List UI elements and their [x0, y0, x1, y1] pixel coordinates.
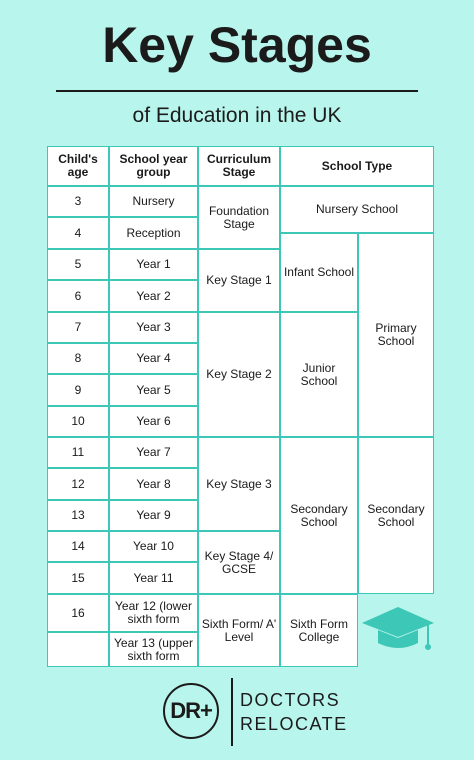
title-divider	[56, 90, 418, 92]
year-group-cell: Year 13 (upper sixth form	[109, 632, 198, 667]
age-cell: 3	[47, 186, 109, 217]
age-cell: 5	[47, 249, 109, 280]
age-cell: 16	[47, 594, 109, 632]
age-cell: 10	[47, 406, 109, 437]
year-group-cell: Year 4	[109, 343, 198, 374]
school-nursery: Nursery School	[280, 186, 434, 233]
school-secondary-b: Secondary School	[358, 437, 434, 594]
year-group-cell: Year 10	[109, 531, 198, 562]
school-secondary-a: Secondary School	[280, 437, 358, 594]
logo-divider	[231, 678, 233, 746]
logo-line-relocate: RELOCATE	[240, 714, 348, 734]
stage-key-stage-3: Key Stage 3	[198, 437, 280, 531]
year-group-cell: Year 8	[109, 468, 198, 500]
stage-key-stage-2: Key Stage 2	[198, 312, 280, 437]
age-cell: 12	[47, 468, 109, 500]
header-age: Child's age	[47, 146, 109, 186]
logo-mark: DR+	[163, 683, 219, 739]
graduation-cap-icon	[360, 605, 436, 657]
header-school-type: School Type	[280, 146, 434, 186]
year-group-cell: Year 3	[109, 312, 198, 343]
stage-key-stage-1: Key Stage 1	[198, 249, 280, 312]
age-cell: 11	[47, 437, 109, 468]
header-year-group: School year group	[109, 146, 198, 186]
year-group-cell: Year 9	[109, 500, 198, 531]
age-cell: 6	[47, 280, 109, 312]
year-group-cell: Year 12 (lower sixth form	[109, 594, 198, 632]
age-cell: 9	[47, 374, 109, 406]
school-infant: Infant School	[280, 233, 358, 312]
page-title: Key Stages	[102, 17, 372, 73]
year-group-cell: Nursery	[109, 186, 198, 217]
age-cell: 8	[47, 343, 109, 374]
age-cell: 7	[47, 312, 109, 343]
year-group-cell: Year 5	[109, 374, 198, 406]
year-group-cell: Year 11	[109, 562, 198, 594]
age-cell: 14	[47, 531, 109, 562]
age-cell: 4	[47, 217, 109, 249]
stage-key-stage-4: Key Stage 4/ GCSE	[198, 531, 280, 594]
year-group-cell: Year 2	[109, 280, 198, 312]
school-junior: Junior School	[280, 312, 358, 437]
logo-line-doctors: DOCTORS	[240, 690, 341, 710]
age-cell	[47, 632, 109, 667]
year-group-cell: Year 6	[109, 406, 198, 437]
age-cell: 15	[47, 562, 109, 594]
stage-sixth-form: Sixth Form/ A' Level	[198, 594, 280, 667]
header-curriculum-stage: Curriculum Stage	[198, 146, 280, 186]
age-cell: 13	[47, 500, 109, 531]
school-primary: Primary School	[358, 233, 434, 437]
school-sixth-form-college: Sixth Form College	[280, 594, 358, 667]
year-group-cell: Year 1	[109, 249, 198, 280]
stage-foundation: Foundation Stage	[198, 186, 280, 249]
year-group-cell: Reception	[109, 217, 198, 249]
page-subtitle: of Education in the UK	[132, 104, 342, 127]
year-group-cell: Year 7	[109, 437, 198, 468]
